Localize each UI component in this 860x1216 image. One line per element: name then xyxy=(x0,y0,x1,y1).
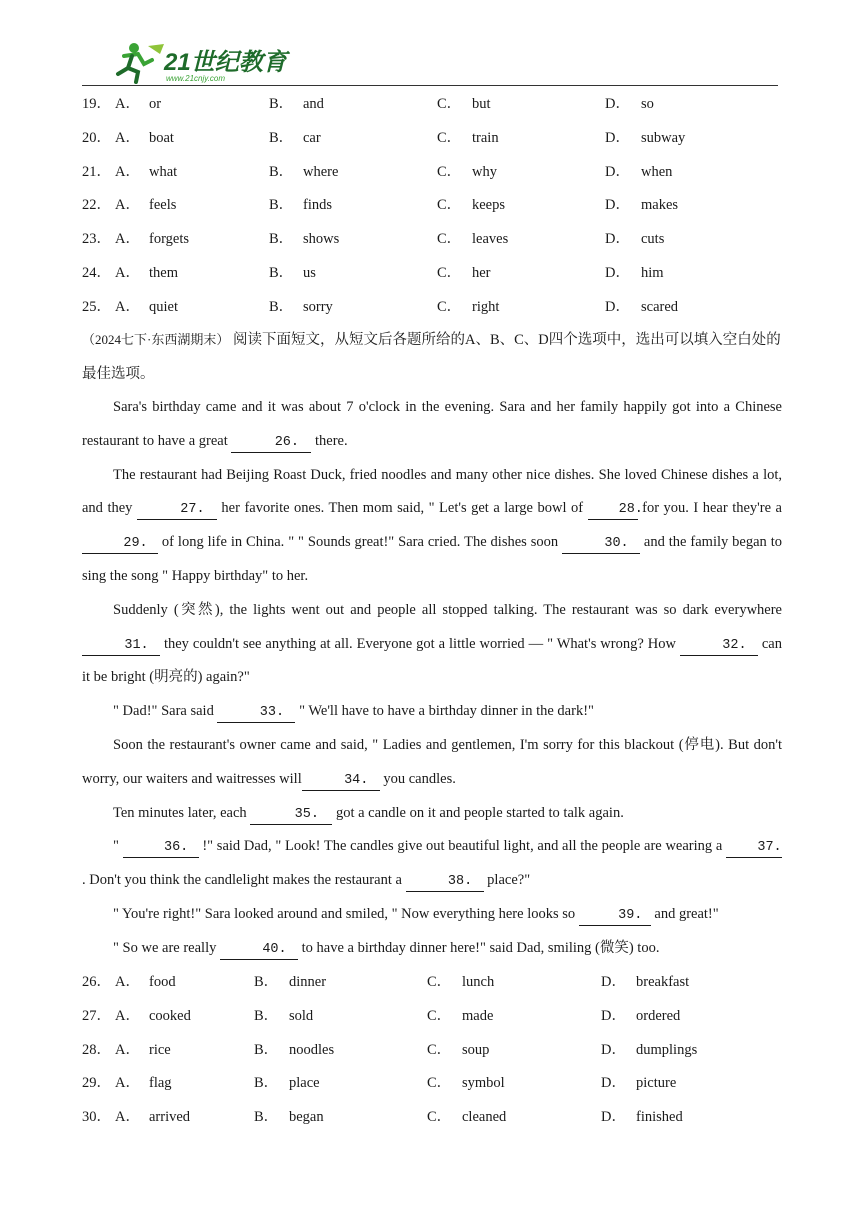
option-letter-c: C． xyxy=(437,197,462,214)
option-letter-d: D． xyxy=(605,129,630,146)
question-number: 20． xyxy=(82,129,111,146)
option-d[interactable]: ordered xyxy=(636,1007,681,1024)
option-letter-d: D． xyxy=(605,163,630,180)
question-number: 30． xyxy=(82,1109,111,1126)
option-letter-d: D． xyxy=(601,1007,626,1024)
paragraph-6: Ten minutes later, each 35. got a candle on it and people started to talk again. xyxy=(82,797,782,831)
option-letter-b: B． xyxy=(254,1041,279,1058)
blank-28[interactable]: 28. xyxy=(588,501,638,520)
option-b[interactable]: dinner xyxy=(289,974,327,990)
option-b[interactable]: began xyxy=(289,1109,324,1126)
option-letter-b: B． xyxy=(269,96,294,112)
option-letter-b: B． xyxy=(269,265,294,281)
option-b[interactable]: sorry xyxy=(303,298,333,315)
option-c[interactable]: soup xyxy=(462,1041,490,1058)
option-a[interactable]: arrived xyxy=(149,1109,191,1126)
option-letter-d: D． xyxy=(605,197,630,214)
option-letter-d: D． xyxy=(605,96,630,112)
option-a[interactable]: flag xyxy=(149,1075,172,1092)
option-letter-b: B． xyxy=(269,197,294,214)
question-number: 28． xyxy=(82,1041,111,1058)
blank-27[interactable]: 27. xyxy=(137,501,217,520)
option-letter-a: A． xyxy=(115,129,140,146)
option-letter-a: A． xyxy=(115,197,140,214)
option-letter-d: D． xyxy=(601,1041,626,1058)
option-letter-b: B． xyxy=(269,163,294,180)
option-letter-b: B． xyxy=(269,298,294,315)
option-b[interactable]: shows xyxy=(303,231,340,248)
question-number: 27． xyxy=(82,1007,111,1024)
paragraph-5: Soon the restaurant's owner came and said, " Ladies and gentlemen, I'm sorry for this blackout (停电). But don't worry, our waiters and waitresses will 34. you candles. xyxy=(82,729,782,797)
section-intro xyxy=(82,323,782,392)
option-letter-b: B． xyxy=(269,231,294,248)
option-letter-b: B． xyxy=(254,1109,279,1126)
option-c[interactable]: train xyxy=(472,129,499,146)
source-label: （2024七下·东西湖期末） xyxy=(82,332,230,347)
option-a[interactable]: rice xyxy=(149,1041,171,1058)
option-letter-d: D． xyxy=(605,231,630,248)
option-letter-c: C． xyxy=(437,298,462,315)
blank-31[interactable]: 31. xyxy=(82,637,160,656)
option-letter-a: A． xyxy=(115,1007,140,1024)
option-letter-c: C． xyxy=(437,163,462,180)
svg-text:www.21cnjy.com: www.21cnjy.com xyxy=(166,74,225,83)
option-d[interactable]: dumplings xyxy=(636,1041,698,1058)
option-c[interactable]: leaves xyxy=(472,231,509,248)
option-letter-a: A． xyxy=(115,265,140,281)
paragraph-9: " So we are really 40. to have a birthday dinner here!" said Dad, smiling (微笑) too. xyxy=(82,932,782,966)
blank-37[interactable]: 37. xyxy=(726,839,782,858)
option-letter-b: B． xyxy=(254,1007,279,1024)
svg-text:21世纪教育: 21世纪教育 xyxy=(164,49,287,76)
header-rule xyxy=(82,85,778,86)
option-d[interactable]: scared xyxy=(641,298,679,315)
option-b[interactable]: finds xyxy=(303,197,332,214)
paragraph-1: Sara's birthday came and it was about 7 o'clock in the evening. Sara and her family happily got into a Chinese restaurant to have a great 26. there. xyxy=(82,391,782,459)
option-letter-c: C． xyxy=(427,1109,452,1126)
option-c[interactable]: right xyxy=(472,298,500,315)
option-a[interactable]: quiet xyxy=(149,298,178,315)
blank-39[interactable]: 39. xyxy=(579,907,651,926)
option-d[interactable]: when xyxy=(641,163,673,180)
option-letter-a: A． xyxy=(115,1041,140,1058)
option-letter-c: C． xyxy=(427,1075,452,1092)
option-letter-b: B． xyxy=(269,129,294,146)
option-a[interactable]: them xyxy=(149,265,178,281)
option-b[interactable]: place xyxy=(289,1075,320,1092)
question-number: 25． xyxy=(82,298,111,315)
option-letter-a: A． xyxy=(115,163,140,180)
option-d[interactable]: so xyxy=(641,96,654,112)
option-letter-d: D． xyxy=(605,298,630,315)
paragraph-4: " Dad!" Sara said 33. " We'll have to have a birthday dinner in the dark!" xyxy=(82,695,782,729)
option-letter-d: D． xyxy=(601,974,626,990)
option-c[interactable]: why xyxy=(472,163,497,180)
blank-38[interactable]: 38. xyxy=(406,873,484,892)
option-a[interactable]: feels xyxy=(149,197,177,214)
blank-34[interactable]: 34. xyxy=(302,772,380,791)
option-c[interactable]: keeps xyxy=(472,197,506,214)
option-letter-c: C． xyxy=(437,96,462,112)
paragraph-3: Suddenly (突然), the lights went out and people all stopped talking. The restaurant was so dark everywhere 31. they couldn't see anything at all. Everyone got a little worried — " What's wrong? How 32. can it be bright (明亮的) again?" xyxy=(82,601,782,686)
question-number: 23． xyxy=(82,231,111,248)
option-letter-c: C． xyxy=(427,974,452,990)
option-b[interactable]: car xyxy=(303,129,321,146)
option-b[interactable]: sold xyxy=(289,1007,314,1024)
paragraph-2: The restaurant had Beijing Roast Duck, fried noodles and many other nice dishes. She loved Chinese dishes a lot, and they 27. her favorite ones. Then mom said, " Let's get a large bowl of 28. for you. I hear they're a 29. of long life in China. " " Sounds great!" Sara cried. The dishes soon 30. and the family began to sing the song " Happy birthday" to her. xyxy=(82,466,782,584)
option-a[interactable]: forgets xyxy=(149,231,190,248)
option-c[interactable]: symbol xyxy=(462,1075,505,1092)
paragraph-8: " You're right!" Sara looked around and smiled, " Now everything here looks so 39. and great!" xyxy=(82,898,782,932)
option-letter-a: A． xyxy=(115,96,140,112)
option-letter-a: A． xyxy=(115,231,140,248)
option-a[interactable]: food xyxy=(149,974,176,990)
option-letter-a: A． xyxy=(115,298,140,315)
option-d[interactable]: subway xyxy=(641,129,686,146)
option-a[interactable]: boat xyxy=(149,129,174,146)
option-d[interactable]: picture xyxy=(636,1075,677,1092)
option-letter-d: D． xyxy=(601,1109,626,1126)
option-b[interactable]: where xyxy=(303,163,339,180)
question-number: 26． xyxy=(82,974,111,990)
blank-33[interactable]: 33. xyxy=(217,704,295,723)
option-letter-c: C． xyxy=(427,1041,452,1058)
option-letter-a: A． xyxy=(115,974,140,990)
option-letter-c: C． xyxy=(437,129,462,146)
option-letter-c: C． xyxy=(437,231,462,248)
option-d[interactable]: him xyxy=(641,265,664,281)
page-header xyxy=(82,38,778,86)
option-d[interactable]: makes xyxy=(641,197,679,214)
option-letter-d: D． xyxy=(601,1075,626,1092)
option-letter-c: C． xyxy=(427,1007,452,1024)
option-a[interactable]: what xyxy=(149,163,178,180)
option-letter-d: D． xyxy=(605,265,630,281)
blank-32[interactable]: 32. xyxy=(680,637,758,656)
option-letter-b: B． xyxy=(254,1075,279,1092)
blank-29[interactable]: 29. xyxy=(82,535,158,554)
option-a[interactable]: or xyxy=(149,96,162,112)
blank-26[interactable]: 26. xyxy=(231,434,311,453)
passage xyxy=(82,391,782,966)
option-c[interactable]: her xyxy=(472,265,491,281)
blank-40[interactable]: 40. xyxy=(220,941,298,960)
option-d[interactable]: cuts xyxy=(641,231,665,248)
option-b[interactable]: us xyxy=(303,265,316,281)
question-number: 21． xyxy=(82,163,111,180)
option-letter-a: A． xyxy=(115,1075,140,1092)
logo-21cnjy xyxy=(104,40,294,84)
blank-36[interactable]: 36. xyxy=(123,839,199,858)
option-c[interactable]: lunch xyxy=(462,974,495,990)
option-c[interactable]: cleaned xyxy=(462,1109,507,1126)
option-b[interactable]: and xyxy=(303,96,324,112)
question-number: 19． xyxy=(82,96,111,112)
option-a[interactable]: cooked xyxy=(149,1007,191,1024)
option-letter-c: C． xyxy=(437,265,462,281)
instruction-text: 阅读下面短文，从短文后各题所给的A、B、C、D四个选项中，选出可以填入空白处的最佳选项。 xyxy=(82,332,781,382)
option-d[interactable]: breakfast xyxy=(636,974,690,990)
blank-30[interactable]: 30. xyxy=(562,535,640,554)
paragraph-7: " 36. !" said Dad, " Look! The candles give out beautiful light, and all the people are wearing a 37. . Don't you think the candlelight makes the restaurant a 38. place?" xyxy=(82,830,782,898)
question-number: 22． xyxy=(82,197,111,214)
option-letter-a: A． xyxy=(115,1109,140,1126)
option-c[interactable]: made xyxy=(462,1007,494,1024)
option-letter-b: B． xyxy=(254,974,279,990)
question-number: 24． xyxy=(82,265,111,281)
option-b[interactable]: noodles xyxy=(289,1041,335,1058)
option-d[interactable]: finished xyxy=(636,1109,683,1126)
option-c[interactable]: but xyxy=(472,96,491,112)
blank-35[interactable]: 35. xyxy=(250,806,332,825)
question-number: 29． xyxy=(82,1075,111,1092)
